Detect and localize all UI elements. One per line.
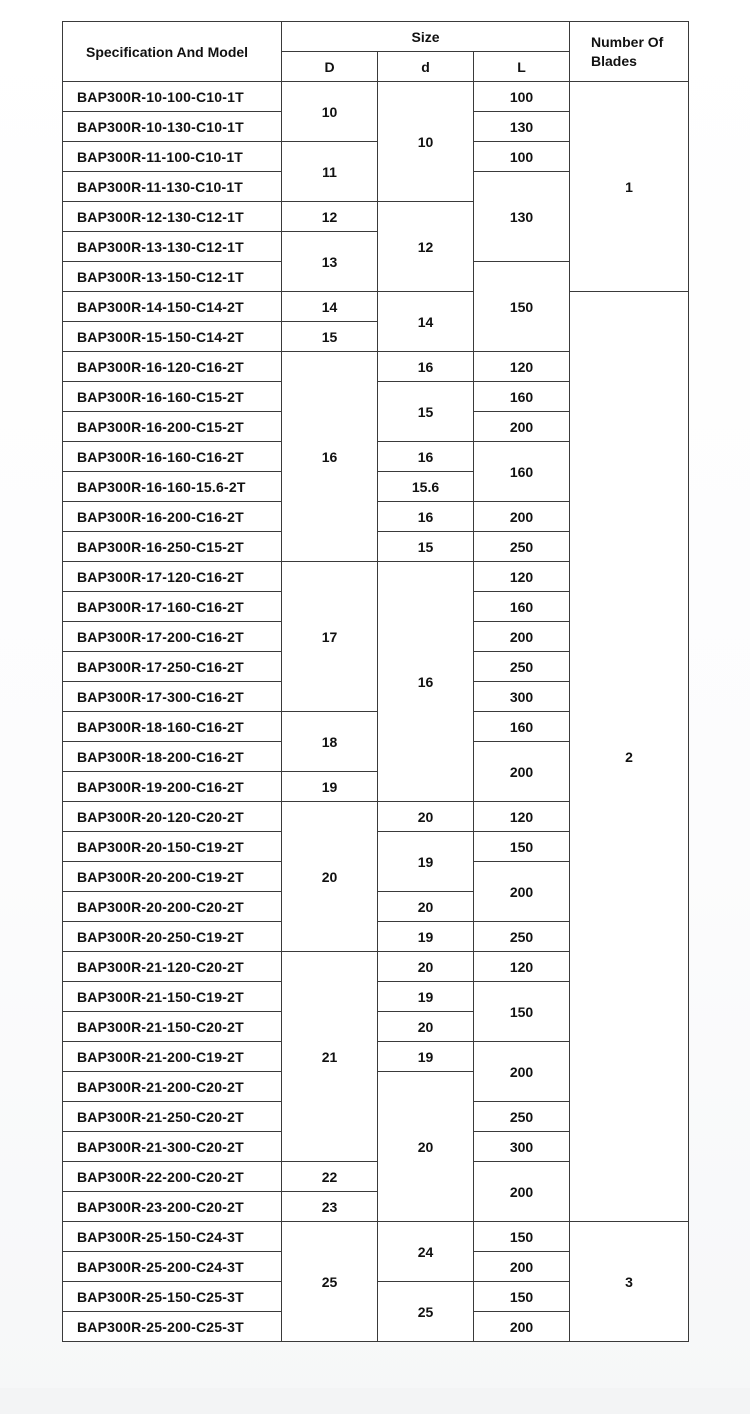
cell-l: 100 — [474, 142, 570, 172]
cell-l: 200 — [474, 742, 570, 802]
cell-d-inner: 20 — [378, 1012, 474, 1042]
cell-model: BAP300R-17-200-C16-2T — [63, 622, 282, 652]
cell-model: BAP300R-11-130-C10-1T — [63, 172, 282, 202]
cell-l: 160 — [474, 442, 570, 502]
cell-l: 120 — [474, 802, 570, 832]
cell-d-inner: 19 — [378, 982, 474, 1012]
cell-d-inner: 25 — [378, 1282, 474, 1342]
cell-l: 200 — [474, 1162, 570, 1222]
spec-table — [62, 21, 689, 1342]
cell-d-inner: 16 — [378, 352, 474, 382]
cell-d-inner: 15.6 — [378, 472, 474, 502]
cell-blades: 1 — [570, 82, 689, 292]
cell-l: 120 — [474, 952, 570, 982]
cell-l: 200 — [474, 1312, 570, 1342]
cell-l: 200 — [474, 412, 570, 442]
cell-l: 250 — [474, 1102, 570, 1132]
cell-blades: 2 — [570, 292, 689, 1222]
cell-l: 200 — [474, 622, 570, 652]
cell-d-inner: 15 — [378, 382, 474, 442]
cell-l: 300 — [474, 682, 570, 712]
cell-d-inner: 16 — [378, 442, 474, 472]
cell-d-inner: 20 — [378, 952, 474, 982]
cell-model: BAP300R-22-200-C20-2T — [63, 1162, 282, 1192]
cell-d-outer: 14 — [282, 292, 378, 322]
cell-l: 160 — [474, 382, 570, 412]
cell-model: BAP300R-21-250-C20-2T — [63, 1102, 282, 1132]
cell-model: BAP300R-21-150-C20-2T — [63, 1012, 282, 1042]
cell-d-inner: 24 — [378, 1222, 474, 1282]
cell-d-inner: 20 — [378, 1072, 474, 1222]
cell-d-inner: 10 — [378, 82, 474, 202]
cell-d-outer: 23 — [282, 1192, 378, 1222]
cell-d-outer: 20 — [282, 802, 378, 952]
cell-model: BAP300R-18-160-C16-2T — [63, 712, 282, 742]
cell-model: BAP300R-20-200-C19-2T — [63, 862, 282, 892]
cell-l: 250 — [474, 922, 570, 952]
cell-model: BAP300R-17-120-C16-2T — [63, 562, 282, 592]
cell-model: BAP300R-14-150-C14-2T — [63, 292, 282, 322]
cell-l: 150 — [474, 832, 570, 862]
cell-model: BAP300R-17-300-C16-2T — [63, 682, 282, 712]
cell-d-inner: 14 — [378, 292, 474, 352]
cell-model: BAP300R-25-150-C25-3T — [63, 1282, 282, 1312]
cell-model: BAP300R-16-200-C15-2T — [63, 412, 282, 442]
cell-model: BAP300R-21-200-C20-2T — [63, 1072, 282, 1102]
cell-l: 250 — [474, 532, 570, 562]
cell-d-outer: 19 — [282, 772, 378, 802]
cell-d-outer: 15 — [282, 322, 378, 352]
cell-l: 160 — [474, 712, 570, 742]
cell-model: BAP300R-21-150-C19-2T — [63, 982, 282, 1012]
cell-l: 200 — [474, 1252, 570, 1282]
page-footer-band — [0, 1388, 750, 1414]
cell-model: BAP300R-20-200-C20-2T — [63, 892, 282, 922]
cell-d-inner: 20 — [378, 892, 474, 922]
table-row — [63, 292, 689, 322]
cell-l: 150 — [474, 1222, 570, 1252]
cell-l: 250 — [474, 652, 570, 682]
cell-model: BAP300R-16-200-C16-2T — [63, 502, 282, 532]
cell-d-outer: 13 — [282, 232, 378, 292]
cell-d-inner: 16 — [378, 502, 474, 532]
cell-blades: 3 — [570, 1222, 689, 1342]
cell-l: 120 — [474, 352, 570, 382]
spec-table-body — [63, 82, 689, 1342]
cell-l: 130 — [474, 172, 570, 262]
cell-l: 200 — [474, 502, 570, 532]
cell-model: BAP300R-17-250-C16-2T — [63, 652, 282, 682]
cell-l: 150 — [474, 1282, 570, 1312]
cell-model: BAP300R-13-150-C12-1T — [63, 262, 282, 292]
cell-model: BAP300R-16-160-C16-2T — [63, 442, 282, 472]
cell-l: 300 — [474, 1132, 570, 1162]
cell-d-outer: 22 — [282, 1162, 378, 1192]
cell-d-outer: 21 — [282, 952, 378, 1162]
cell-l: 160 — [474, 592, 570, 622]
cell-model: BAP300R-10-130-C10-1T — [63, 112, 282, 142]
cell-model: BAP300R-16-160-15.6-2T — [63, 472, 282, 502]
cell-model: BAP300R-19-200-C16-2T — [63, 772, 282, 802]
cell-model: BAP300R-10-100-C10-1T — [63, 82, 282, 112]
cell-l: 100 — [474, 82, 570, 112]
cell-l: 150 — [474, 982, 570, 1042]
cell-l: 130 — [474, 112, 570, 142]
cell-model: BAP300R-18-200-C16-2T — [63, 742, 282, 772]
cell-model: BAP300R-21-120-C20-2T — [63, 952, 282, 982]
cell-model: BAP300R-25-150-C24-3T — [63, 1222, 282, 1252]
cell-d-outer: 12 — [282, 202, 378, 232]
cell-l: 150 — [474, 262, 570, 352]
cell-l: 200 — [474, 1042, 570, 1102]
cell-d-outer: 25 — [282, 1222, 378, 1342]
header-d-inner: d — [378, 52, 474, 82]
cell-model: BAP300R-25-200-C25-3T — [63, 1312, 282, 1342]
cell-model: BAP300R-15-150-C14-2T — [63, 322, 282, 352]
cell-d-outer: 10 — [282, 82, 378, 142]
cell-d-inner: 16 — [378, 562, 474, 802]
cell-l: 200 — [474, 862, 570, 922]
header-spec-model: Specification And Model — [63, 22, 282, 82]
cell-model: BAP300R-17-160-C16-2T — [63, 592, 282, 622]
cell-d-inner: 20 — [378, 802, 474, 832]
header-d-outer: D — [282, 52, 378, 82]
cell-d-outer: 18 — [282, 712, 378, 772]
cell-l: 120 — [474, 562, 570, 592]
cell-model: BAP300R-13-130-C12-1T — [63, 232, 282, 262]
cell-model: BAP300R-16-160-C15-2T — [63, 382, 282, 412]
cell-model: BAP300R-16-250-C15-2T — [63, 532, 282, 562]
cell-model: BAP300R-20-120-C20-2T — [63, 802, 282, 832]
cell-model: BAP300R-12-130-C12-1T — [63, 202, 282, 232]
cell-model: BAP300R-11-100-C10-1T — [63, 142, 282, 172]
cell-model: BAP300R-20-250-C19-2T — [63, 922, 282, 952]
cell-d-inner: 19 — [378, 922, 474, 952]
cell-d-outer: 17 — [282, 562, 378, 712]
cell-model: BAP300R-21-300-C20-2T — [63, 1132, 282, 1162]
cell-model: BAP300R-21-200-C19-2T — [63, 1042, 282, 1072]
header-size: Size — [282, 22, 570, 52]
cell-model: BAP300R-20-150-C19-2T — [63, 832, 282, 862]
table-row — [63, 1222, 689, 1252]
cell-model: BAP300R-25-200-C24-3T — [63, 1252, 282, 1282]
cell-d-outer: 11 — [282, 142, 378, 202]
table-row — [63, 82, 689, 112]
cell-d-inner: 19 — [378, 832, 474, 892]
cell-model: BAP300R-23-200-C20-2T — [63, 1192, 282, 1222]
header-l: L — [474, 52, 570, 82]
header-blades: Number Of Blades — [570, 22, 689, 82]
cell-d-inner: 19 — [378, 1042, 474, 1072]
cell-d-inner: 12 — [378, 202, 474, 292]
cell-d-outer: 16 — [282, 352, 378, 562]
cell-model: BAP300R-16-120-C16-2T — [63, 352, 282, 382]
cell-d-inner: 15 — [378, 532, 474, 562]
